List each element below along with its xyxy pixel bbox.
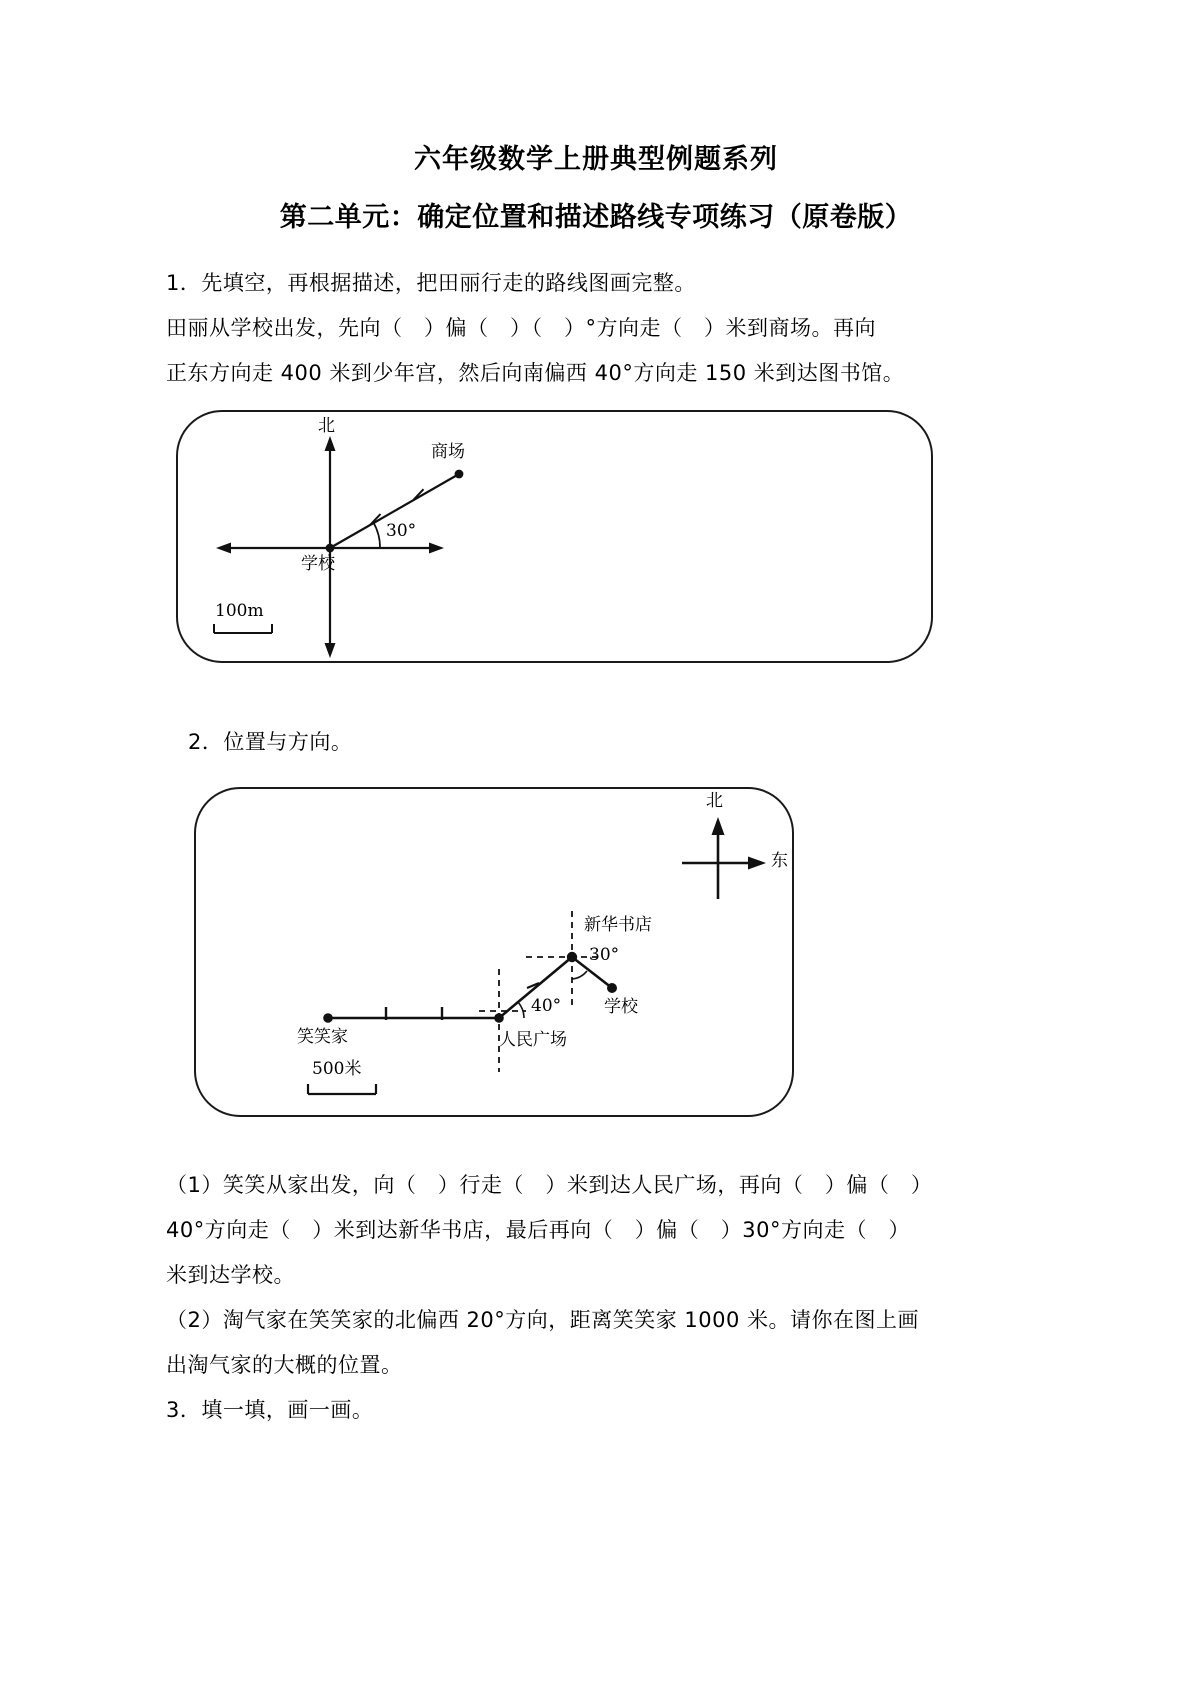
question-2-sub2-line-2: 出淘气家的大概的位置。 <box>166 1352 403 1377</box>
figure-2-east-label: 东 <box>771 850 788 871</box>
question-1-body-line-1: 田丽从学校出发，先向（ ）偏（ ）（ ）°方向走（ ）米到商场。再向 <box>166 315 876 340</box>
figure-2-angle-square-label: 40° <box>531 995 562 1016</box>
question-2-sub1-line-1: （1）笑笑从家出发，向（ ）行走（ ）米到达人民广场，再向（ ）偏（ ） <box>166 1172 933 1197</box>
figure-2-angle-bookstore-label: 30° <box>589 944 620 965</box>
question-2-prompt: 2．位置与方向。 <box>188 729 353 754</box>
figure-1-north-label: 北 <box>318 415 335 436</box>
figure-1-wrapper <box>166 410 1026 702</box>
figure-1-mall-label: 商场 <box>431 441 465 462</box>
figure-2-wrapper <box>166 787 1026 1163</box>
question-3-prompt: 3．填一填，画一画。 <box>166 1397 374 1422</box>
figure-2-north-label: 北 <box>706 790 723 811</box>
figure-1-angle-label: 30° <box>386 520 417 541</box>
question-1-body-line-2: 正东方向走 400 米到少年宫，然后向南偏西 40°方向走 150 米到达图书馆。 <box>166 360 905 385</box>
figure-2-scale-label: 500米 <box>312 1058 362 1079</box>
question-2-sub1-line-2: 40°方向走（ ）米到达新华书店，最后再向（ ）偏（ ）30°方向走（ ） <box>166 1217 910 1242</box>
figure-2-square-label: 人民广场 <box>499 1029 567 1050</box>
question-2-sub1-line-3: 米到达学校。 <box>166 1262 295 1287</box>
figure-2-svg <box>196 789 796 1119</box>
page-title: 六年级数学上册典型例题系列 <box>414 144 778 175</box>
figure-2-route-diagram <box>194 787 794 1117</box>
question-2-sub2-line-1: （2）淘气家在笑笑家的北偏西 20°方向，距离笑笑家 1000 米。请你在图上画 <box>166 1307 920 1332</box>
question-1-prompt: 1．先填空，再根据描述，把田丽行走的路线图画完整。 <box>166 270 696 295</box>
figure-1-svg <box>178 412 935 665</box>
figure-2-school-label: 学校 <box>604 996 638 1017</box>
document-content <box>166 0 1026 1433</box>
figure-2-bookstore-label: 新华书店 <box>584 914 652 935</box>
figure-1-scale-label: 100m <box>215 600 264 621</box>
page-subtitle: 第二单元：确定位置和描述路线专项练习（原卷版） <box>279 202 913 234</box>
figure-1-school-mall-diagram <box>176 410 933 663</box>
figure-2-home-label: 笑笑家 <box>297 1026 348 1047</box>
figure-1-school-label: 学校 <box>301 553 335 574</box>
